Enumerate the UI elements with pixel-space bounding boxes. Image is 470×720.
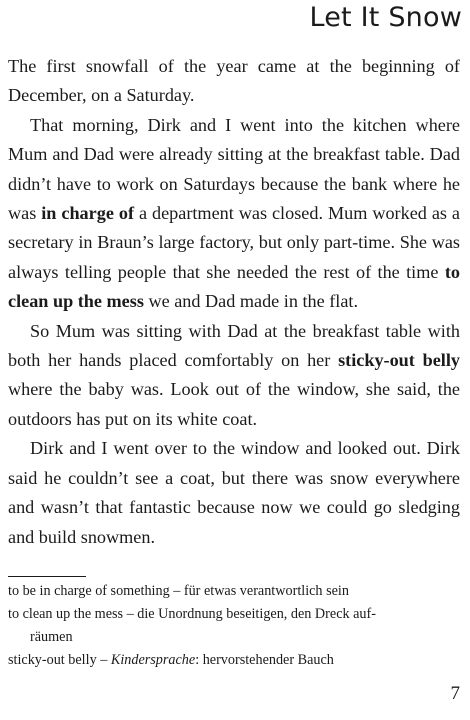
footnote-3-suffix: : hervorstehender Bauch (195, 652, 334, 668)
footnote-3-italic: Kindersprache (110, 652, 196, 668)
body-text (8, 52, 460, 552)
glossed-term-in-charge-of: in charge of (41, 203, 134, 224)
page-number: 7 (450, 683, 460, 704)
footnote-1: to be in charge of something – für etwas verantwortlich sein (8, 583, 349, 599)
footnote-3-prefix: sticky-out belly – (8, 652, 111, 668)
footnote-divider (8, 576, 86, 577)
glossed-term-sticky-out-belly: sticky-out belly (338, 350, 460, 371)
paragraph-2-text-e: we and Dad made in the flat. (143, 291, 359, 312)
paragraph-1 (8, 52, 460, 111)
footnote-2: to clean up the mess – die Unordnung beseitigen, den Dreck auf- (8, 606, 376, 622)
chapter-title: Let It Snow (309, 2, 462, 33)
paragraph-1-text: The first snowfall of the year came at the beginning of December, on a Saturday. (8, 56, 460, 106)
glossed-term-clean-up-the-mess: to clean up the mess (8, 261, 460, 312)
paragraph-3 (8, 317, 460, 435)
paragraph-2-text-c: a department was closed. Mum worked as a secretary in Braun’s large factory, but only part-time. She was always telling people that she needed the rest of the time (8, 203, 460, 282)
paragraph-3-text-c: where the baby was. Look out of the window, she said, the outdoors has put on its white coat. (8, 379, 460, 429)
paragraph-4-text: Dirk and I went over to the window and looked out. Dirk said he couldn’t see a coat, but there was snow everywhere and wasn’t that fantastic because now we could go sledging and build snowmen. (8, 438, 460, 547)
paragraph-3-text-a: So Mum was sitting with Dad at the breakfast table with both her hands placed comfortably on her (8, 320, 460, 371)
paragraph-2 (8, 111, 460, 317)
paragraph-4 (8, 434, 460, 552)
footnotes (8, 580, 460, 672)
paragraph-2-text-a: That morning, Dirk and I went into the kitchen where Mum and Dad were already sitting at the breakfast table. Dad didn’t have to work on Saturdays because the bank where he was (8, 114, 460, 224)
footnote-3 (8, 649, 460, 672)
footnote-2-continuation: räumen (30, 629, 73, 645)
